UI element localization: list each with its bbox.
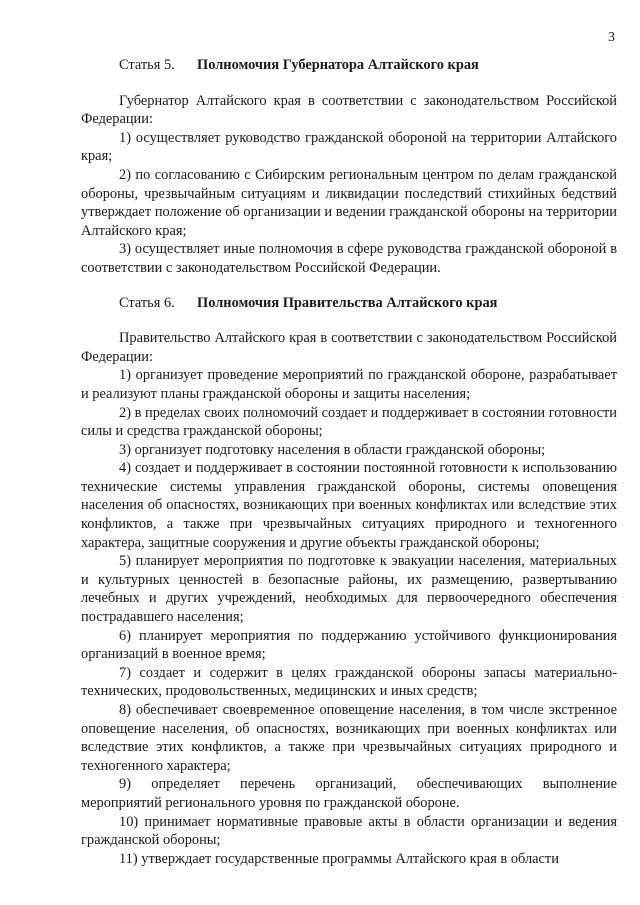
article-6-item-10: 10) принимает нормативные правовые акты в области организации и ведения гражданской обороны; [81,813,617,849]
article-6-item-4: 4) создает и поддерживает в состоянии постоянной готовности к использованию технические системы управления гражданской обороны, системы оповещения населения об опасностях, возникающих при военных конфликтах или вследствие этих конфликтов, а также при чрезвычайных ситуациях природного и техногенного характера, защитные сооружения и другие объекты гражданской обороны; [81,460,617,551]
article-5-item-2: 2) по согласованию с Сибирским региональным центром по делам гражданской обороны, чрезвычайным ситуациям и ликвидации последствий стихийных бедствий утверждает положение об организации и ведении гражданской обороны на территории Алтайского края; [81,166,617,239]
article-6-intro: Правительство Алтайского края в соответствии с законодательством Российской Федерации: [81,330,617,365]
article-5-title: Полномочия Губернатора Алтайского края [197,57,479,73]
article-6-item-8: 8) обеспечивает своевременное оповещение населения, в том числе экстренное оповещение населения, об опасностях, возникающих при военных конфликтах или вследствие этих конфликтов, а также при чрезвычайных ситуациях природного и техногенного характера; [81,702,617,774]
article-6-item-11: 11) утверждает государственные программы Алтайского края в области [119,850,559,867]
article-5-intro: Губернатор Алтайского края в соответствии с законодательством Российской Федерации: [81,92,617,128]
article-6-title: Полномочия Правительства Алтайского края [197,294,498,311]
article-5-heading [119,56,617,75]
document-body [81,56,617,868]
article-6-heading [119,294,617,313]
page-number: 3 [608,30,615,45]
article-6-item-7: 7) создает и содержит в целях гражданской обороны запасы материально-технических, продовольственных, медицинских и иных средств; [81,664,617,700]
article-6-number: Статья 6. [119,294,175,311]
article-5-item-1: 1) осуществляет руководство гражданской обороной на территории Алтайского края; [81,129,617,165]
article-5-number: Статья 5. [119,57,175,73]
article-6-item-5: 5) планирует мероприятия по подготовке к эвакуации населения, материальных и культурных ценностей в безопасные районы, их размещению, развертыванию лечебных и других учреждений, необходимых для первоочередного обеспечения пострадавшего населения; [81,553,617,626]
article-6-item-6: 6) планирует мероприятия по поддержанию устойчивого функционирования организаций в военное время; [81,627,617,663]
article-6-item-1: 1) организует проведение мероприятий по гражданской обороне, разрабатывает и реализуют планы гражданской обороны и защиты населения; [81,367,617,402]
article-6-item-9: 9) определяет перечень организаций, обеспечивающих выполнение мероприятий регионального уровня по гражданской обороне. [81,776,617,811]
article-6-item-3: 3) организует подготовку населения в области гражданской обороны; [119,441,546,458]
article-5-item-3: 3) осуществляет иные полномочия в сфере руководства гражданской обороной в соответствии с законодательством Российской Федерации. [81,241,617,276]
article-6-item-2: 2) в пределах своих полномочий создает и поддерживает в состоянии готовности силы и средства гражданской обороны; [81,404,617,440]
